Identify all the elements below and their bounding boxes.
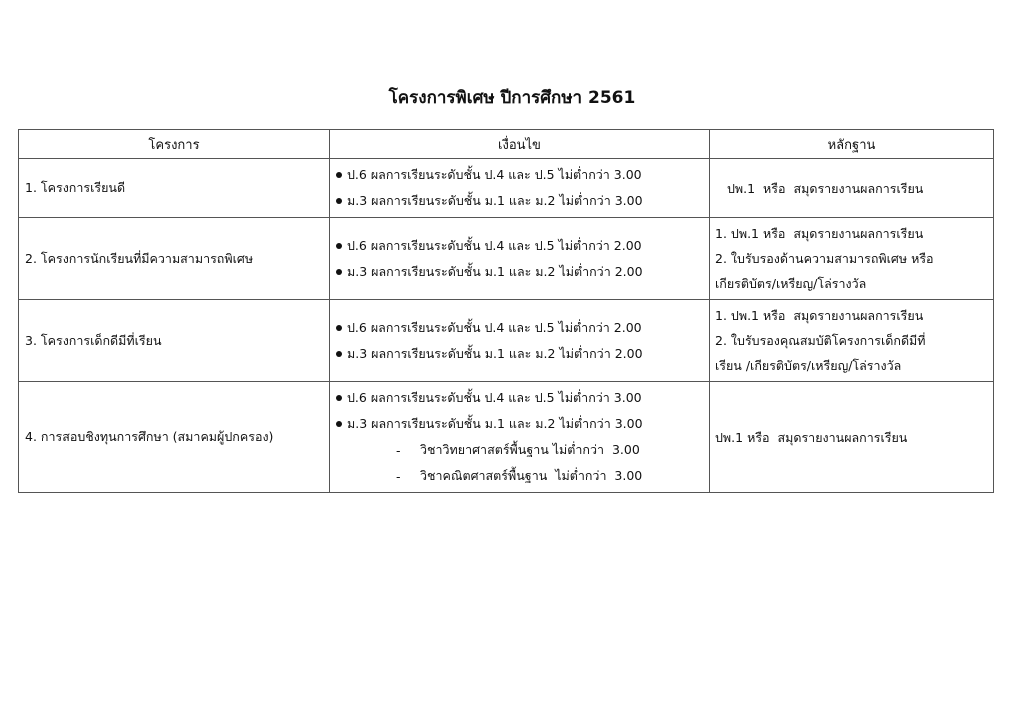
condition-item: ป.6 ผลการเรียนระดับชั้น ป.4 และ ป.5 ไม่ต่ำกว่า 3.00 [334, 385, 705, 411]
bullet-icon [336, 243, 342, 249]
condition-item: ป.6 ผลการเรียนระดับชั้น ป.4 และ ป.5 ไม่ต่ำกว่า 2.00 [334, 233, 705, 259]
sub-condition-item: - วิชาวิทยาศาสตร์พื้นฐาน ไม่ต่ำกว่า 3.00 [396, 442, 640, 458]
project-cell: 3. โครงการเด็กดีมีที่เรียน [19, 300, 330, 382]
evidence-line: ปพ.1 หรือ สมุดรายงานผลการเรียน [727, 180, 924, 196]
dash-icon: - [396, 442, 401, 458]
evidence-line: 2. ใบรับรองคุณสมบัติโครงการเด็กดีมีที่ [715, 333, 926, 348]
project-cell: 4. การสอบชิงทุนการศึกษา (สมาคมผู้ปกครอง) [19, 382, 330, 493]
condition-cell [330, 300, 710, 382]
evidence-cell [710, 382, 994, 493]
header-project: โครงการ [19, 130, 330, 159]
bullet-icon [336, 269, 342, 275]
condition-cell [330, 382, 710, 493]
condition-item: ม.3 ผลการเรียนระดับชั้น ม.1 และ ม.2 ไม่ต่ำกว่า 3.00 [334, 188, 705, 214]
bullet-icon [336, 421, 342, 427]
bullet-icon [336, 325, 342, 331]
evidence-cell [710, 300, 994, 382]
table-row [19, 300, 994, 382]
page-title: โครงการพิเศษ ปีการศึกษา 2561 [388, 88, 636, 108]
condition-item: ม.3 ผลการเรียนระดับชั้น ม.1 และ ม.2 ไม่ต่ำกว่า 2.00 [334, 341, 705, 367]
bullet-icon [336, 351, 342, 357]
project-cell: 1. โครงการเรียนดี [19, 159, 330, 218]
evidence-line: เกียรติบัตร/เหรียญ/โล่รางวัล [715, 276, 867, 291]
condition-item: ป.6 ผลการเรียนระดับชั้น ป.4 และ ป.5 ไม่ต่ำกว่า 2.00 [334, 315, 705, 341]
condition-cell [330, 218, 710, 300]
bullet-icon [336, 198, 342, 204]
sub-condition-item: - วิชาคณิตศาสตร์พื้นฐาน ไม่ต่ำกว่า 3.00 [396, 468, 643, 484]
evidence-cell [710, 218, 994, 300]
bullet-icon [336, 395, 342, 401]
header-evidence: หลักฐาน [710, 130, 994, 159]
condition-item: ป.6 ผลการเรียนระดับชั้น ป.4 และ ป.5 ไม่ต่ำกว่า 3.00 [334, 162, 705, 188]
table-row [19, 159, 994, 218]
table-row [19, 382, 994, 493]
condition-cell [330, 159, 710, 218]
projects-table [18, 129, 994, 493]
evidence-line: เรียน /เกียรติบัตร/เหรียญ/โล่รางวัล [715, 358, 902, 373]
table-header-row [19, 130, 994, 159]
evidence-line: 1. ปพ.1 หรือ สมุดรายงานผลการเรียน [715, 226, 924, 241]
project-cell: 2. โครงการนักเรียนที่มีความสามารถพิเศษ [19, 218, 330, 300]
condition-item: ม.3 ผลการเรียนระดับชั้น ม.1 และ ม.2 ไม่ต่ำกว่า 3.00 [334, 411, 705, 437]
evidence-cell [710, 159, 994, 218]
dash-icon: - [396, 468, 401, 484]
evidence-line: 2. ใบรับรองด้านความสามารถพิเศษ หรือ [715, 251, 934, 266]
evidence-line: 1. ปพ.1 หรือ สมุดรายงานผลการเรียน [715, 308, 924, 323]
header-condition: เงื่อนไข [330, 130, 710, 159]
condition-item: ม.3 ผลการเรียนระดับชั้น ม.1 และ ม.2 ไม่ต่ำกว่า 2.00 [334, 259, 705, 285]
evidence-line: ปพ.1 หรือ สมุดรายงานผลการเรียน [715, 429, 908, 445]
table-row [19, 218, 994, 300]
bullet-icon [336, 172, 342, 178]
